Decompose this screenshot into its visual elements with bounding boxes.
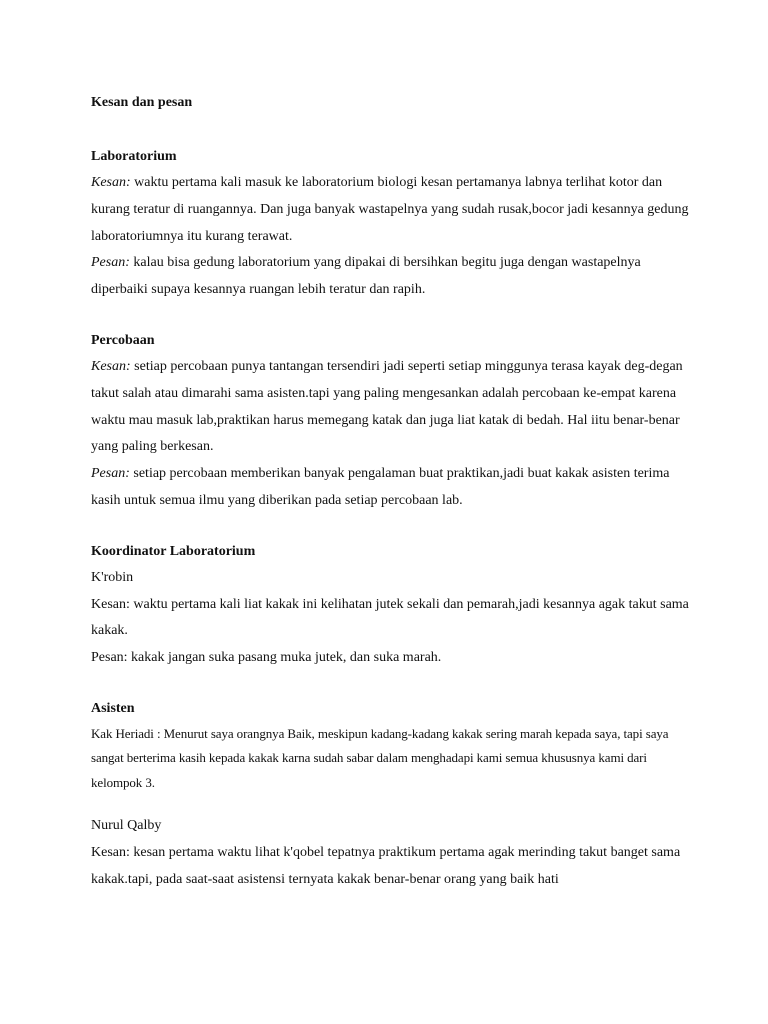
kesan-text: setiap percobaan punya tantangan tersendiri jadi seperti setiap minggunya terasa kayak deg-degan takut salah atau dimarahi sama asisten.tapi yang paling mengesankan adalah percobaan ke-empat karena waktu mau masuk lab,praktikan harus memegang katak dan juga liat katak di bedah. Hal iitu benar-benar yang paling berkesan.: [91, 358, 683, 455]
pesan-paragraph: Pesan: kakak jangan suka pasang muka jutek, dan suka marah.: [91, 650, 442, 666]
heriadi-paragraph: Kak Heriadi : Menurut saya orangnya Baik, meskipun kadang-kadang kakak sering marah kepada saya, tapi saya sangat berterima kasih kepada kakak karna sudah sabar dalam menghadapi kami semua khususnya kami dari kelompok 3.: [91, 725, 669, 790]
kesan-paragraph: [91, 354, 691, 461]
section-heading: Laboratorium: [91, 149, 177, 164]
section-laboratorium: [91, 144, 691, 304]
document-page: [91, 90, 691, 918]
pesan-paragraph: [91, 461, 691, 515]
kesan-text: waktu pertama kali masuk ke laboratorium biologi kesan pertamanya labnya terlihat kotor dan kurang teratur di ruangannya. Dan juga banyak wastapelnya yang sudah rusak,bocor jadi kesannya gedung laboratoriumnya itu kurang terawat.: [91, 175, 689, 244]
pesan-label: Pesan:: [91, 466, 130, 482]
section-heading: Percobaan: [91, 332, 155, 348]
section-koordinator: [91, 539, 691, 672]
person-name: K'robin: [91, 569, 134, 585]
pesan-text: setiap percobaan memberikan banyak pengalaman buat praktikan,jadi buat kakak asisten terima kasih untuk semua ilmu yang diberikan pada setiap percobaan lab.: [91, 466, 670, 508]
pesan-text: kalau bisa gedung laboratorium yang dipakai di bersihkan begitu juga dengan wastapelnya diperbaiki supaya kesannya ruangan lebih teratur dan rapih.: [91, 255, 641, 298]
person-name: Nurul Qalby: [91, 818, 162, 834]
kesan-paragraph: Kesan: kesan pertama waktu lihat k'qobel tepatnya praktikum pertama agak merinding takut banget sama kakak.tapi, pada saat-saat asistensi ternyata kakak benar-benar orang yang baik hati: [91, 845, 681, 888]
pesan-label: Pesan:: [91, 255, 130, 271]
kesan-label: Kesan:: [91, 175, 131, 190]
kesan-label: Kesan:: [91, 358, 131, 374]
section-percobaan: [91, 328, 691, 515]
section-heading: Asisten: [91, 700, 135, 716]
kesan-paragraph: Kesan: waktu pertama kali liat kakak ini kelihatan jutek sekali dan pemarah,jadi kesannya agak takut sama kakak.: [91, 596, 689, 639]
pesan-paragraph: [91, 250, 691, 304]
document-title: Kesan dan pesan: [91, 95, 193, 110]
section-asisten: [91, 696, 691, 894]
section-heading: Koordinator Laboratorium: [91, 543, 256, 559]
kesan-paragraph: [91, 170, 691, 250]
